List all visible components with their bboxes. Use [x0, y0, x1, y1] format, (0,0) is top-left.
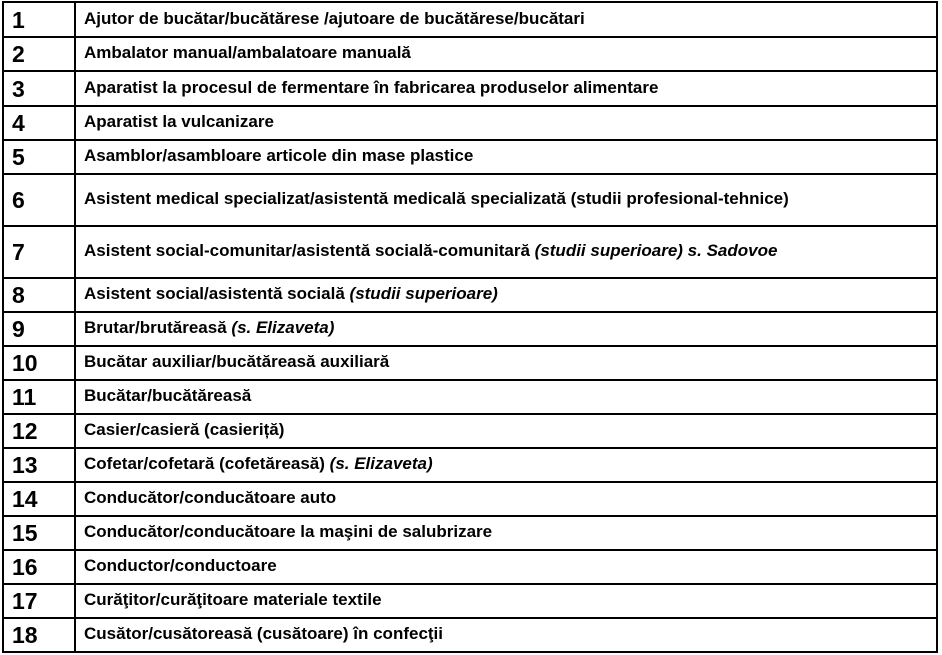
occupation-name: Bucătar auxiliar/bucătăreasă auxiliară — [75, 346, 937, 380]
table-row — [3, 584, 937, 618]
occupation-name: Curăţitor/curăţitoare materiale textile — [75, 584, 937, 618]
table-row — [3, 278, 937, 312]
occupation-name: Aparatist la procesul de fermentare în fabricarea produselor alimentare — [75, 71, 937, 106]
table-row — [3, 312, 937, 346]
table-row — [3, 482, 937, 516]
row-number: 9 — [3, 312, 75, 346]
table-row — [3, 380, 937, 414]
occupation-name: Cusător/cusătoreasă (cusătoare) în confecţii — [75, 618, 937, 652]
occupation-name: Aparatist la vulcanizare — [75, 106, 937, 140]
occupation-name: Conducător/conducătoare auto — [75, 482, 937, 516]
row-number: 8 — [3, 278, 75, 312]
row-number: 2 — [3, 37, 75, 71]
table-row — [3, 174, 937, 226]
table-row — [3, 516, 937, 550]
occupation-name: Cofetar/cofetară (cofetăreasă) (s. Elizaveta) — [75, 448, 937, 482]
row-number: 14 — [3, 482, 75, 516]
table-row — [3, 226, 937, 278]
table-row — [3, 2, 937, 37]
row-number: 7 — [3, 226, 75, 278]
row-number: 12 — [3, 414, 75, 448]
table-row — [3, 618, 937, 652]
row-number: 11 — [3, 380, 75, 414]
row-number: 5 — [3, 140, 75, 174]
occupations-table — [2, 1, 938, 653]
row-number: 3 — [3, 71, 75, 106]
row-number: 18 — [3, 618, 75, 652]
occupation-name: Conducător/conducătoare la maşini de salubrizare — [75, 516, 937, 550]
occupation-name: Brutar/brutăreasă (s. Elizaveta) — [75, 312, 937, 346]
occupation-name: Ajutor de bucătar/bucătărese /ajutoare de bucătărese/bucătari — [75, 2, 937, 37]
row-number: 13 — [3, 448, 75, 482]
table-row — [3, 346, 937, 380]
row-number: 1 — [3, 2, 75, 37]
occupation-name: Ambalator manual/ambalatoare manuală — [75, 37, 937, 71]
table-row — [3, 550, 937, 584]
table-row — [3, 106, 937, 140]
row-number: 17 — [3, 584, 75, 618]
row-number: 10 — [3, 346, 75, 380]
table-row — [3, 37, 937, 71]
table-row — [3, 414, 937, 448]
occupation-note: (s. Elizaveta) — [231, 318, 335, 337]
row-number: 16 — [3, 550, 75, 584]
occupation-note: (studii superioare) s. Sadovoe — [534, 241, 778, 260]
table-row — [3, 448, 937, 482]
occupation-name: Asistent social/asistentă socială (studii superioare) — [75, 278, 937, 312]
occupation-name: Conductor/conductoare — [75, 550, 937, 584]
occupation-name: Asistent medical specializat/asistentă medicală specializată (studii profesional-tehnice) — [75, 174, 937, 226]
occupation-note: (studii superioare) — [349, 284, 498, 303]
occupation-name: Asamblor/asambloare articole din mase plastice — [75, 140, 937, 174]
row-number: 6 — [3, 174, 75, 226]
table-row — [3, 140, 937, 174]
row-number: 15 — [3, 516, 75, 550]
row-number: 4 — [3, 106, 75, 140]
occupation-name: Asistent social-comunitar/asistentă socială-comunitară (studii superioare) s. Sadovoe — [75, 226, 937, 278]
occupation-note: (s. Elizaveta) — [329, 454, 433, 473]
table-row — [3, 71, 937, 106]
occupation-name: Casier/casieră (casieriță) — [75, 414, 937, 448]
occupation-name: Bucătar/bucătăreasă — [75, 380, 937, 414]
